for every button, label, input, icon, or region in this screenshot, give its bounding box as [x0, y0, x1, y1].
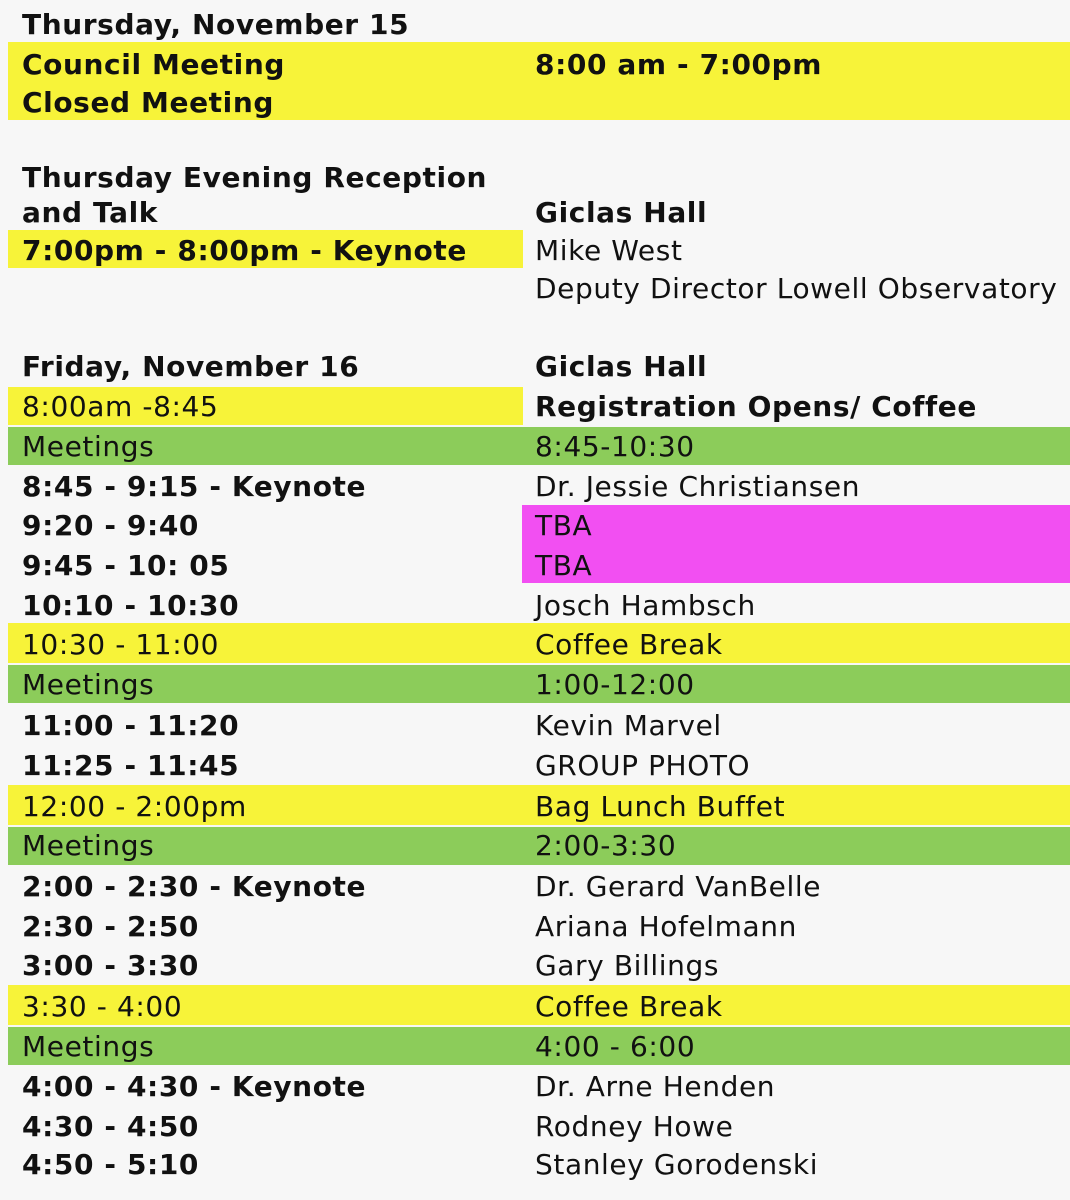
row-time: 2:00 - 2:30 - Keynote	[22, 870, 367, 903]
council-time: 8:00 am - 7:00pm	[535, 48, 823, 81]
thursday-date: Thursday, November 15	[22, 8, 410, 41]
row-time: 2:30 - 2:50	[22, 910, 200, 943]
row-event: Dr. Jessie Christiansen	[535, 470, 861, 503]
friday-location: Giclas Hall	[535, 350, 708, 383]
row-event: 4:00 - 6:00	[535, 1030, 696, 1063]
row-time: 11:25 - 11:45	[22, 749, 240, 782]
reception-title-line1: Thursday Evening Reception	[22, 161, 488, 194]
closed-meeting-label: Closed Meeting	[22, 86, 275, 119]
row-event: Rodney Howe	[535, 1110, 734, 1143]
row-event: Dr. Gerard VanBelle	[535, 870, 822, 903]
tba-highlight	[522, 505, 1070, 583]
council-meeting-label: Council Meeting	[22, 48, 285, 81]
friday-date: Friday, November 16	[22, 350, 360, 383]
row-event: 1:00-12:00	[535, 668, 695, 701]
row-time: 11:00 - 11:20	[22, 709, 240, 742]
row-event: TBA	[535, 549, 593, 582]
row-time: 9:20 - 9:40	[22, 509, 200, 542]
row-time: 10:30 - 11:00	[22, 628, 220, 661]
reception-location: Giclas Hall	[535, 196, 708, 229]
row-time: 4:50 - 5:10	[22, 1148, 200, 1181]
row-event: Coffee Break	[535, 990, 723, 1023]
row-event: 8:45-10:30	[535, 430, 695, 463]
row-time: 8:45 - 9:15 - Keynote	[22, 470, 367, 503]
row-event: GROUP PHOTO	[535, 749, 751, 782]
row-event: Ariana Hofelmann	[535, 910, 797, 943]
row-time: Meetings	[22, 829, 155, 862]
row-time: 8:00am -8:45	[22, 390, 219, 423]
row-event: Gary Billings	[535, 949, 720, 982]
keynote-speaker-title: Deputy Director Lowell Observatory	[535, 272, 1058, 305]
row-time: 12:00 - 2:00pm	[22, 790, 247, 823]
row-time: 10:10 - 10:30	[22, 589, 240, 622]
row-time: 3:30 - 4:00	[22, 990, 183, 1023]
row-event: Stanley Gorodenski	[535, 1148, 819, 1181]
row-event: 2:00-3:30	[535, 829, 677, 862]
row-time: Meetings	[22, 1030, 155, 1063]
row-time: 4:30 - 4:50	[22, 1110, 200, 1143]
row-time: 3:00 - 3:30	[22, 949, 200, 982]
row-event: Kevin Marvel	[535, 709, 722, 742]
row-time: 9:45 - 10: 05	[22, 549, 230, 582]
row-time: 4:00 - 4:30 - Keynote	[22, 1070, 367, 1103]
row-event: Dr. Arne Henden	[535, 1070, 776, 1103]
keynote-time: 7:00pm - 8:00pm - Keynote	[22, 234, 467, 267]
row-event: Registration Opens/ Coffee	[535, 390, 977, 423]
row-event: Coffee Break	[535, 628, 723, 661]
reception-title-line2: and Talk	[22, 196, 159, 229]
row-event: TBA	[535, 509, 593, 542]
keynote-speaker: Mike West	[535, 234, 683, 267]
row-event: Bag Lunch Buffet	[535, 790, 786, 823]
row-event: Josch Hambsch	[535, 589, 756, 622]
row-time: Meetings	[22, 430, 155, 463]
row-time: Meetings	[22, 668, 155, 701]
